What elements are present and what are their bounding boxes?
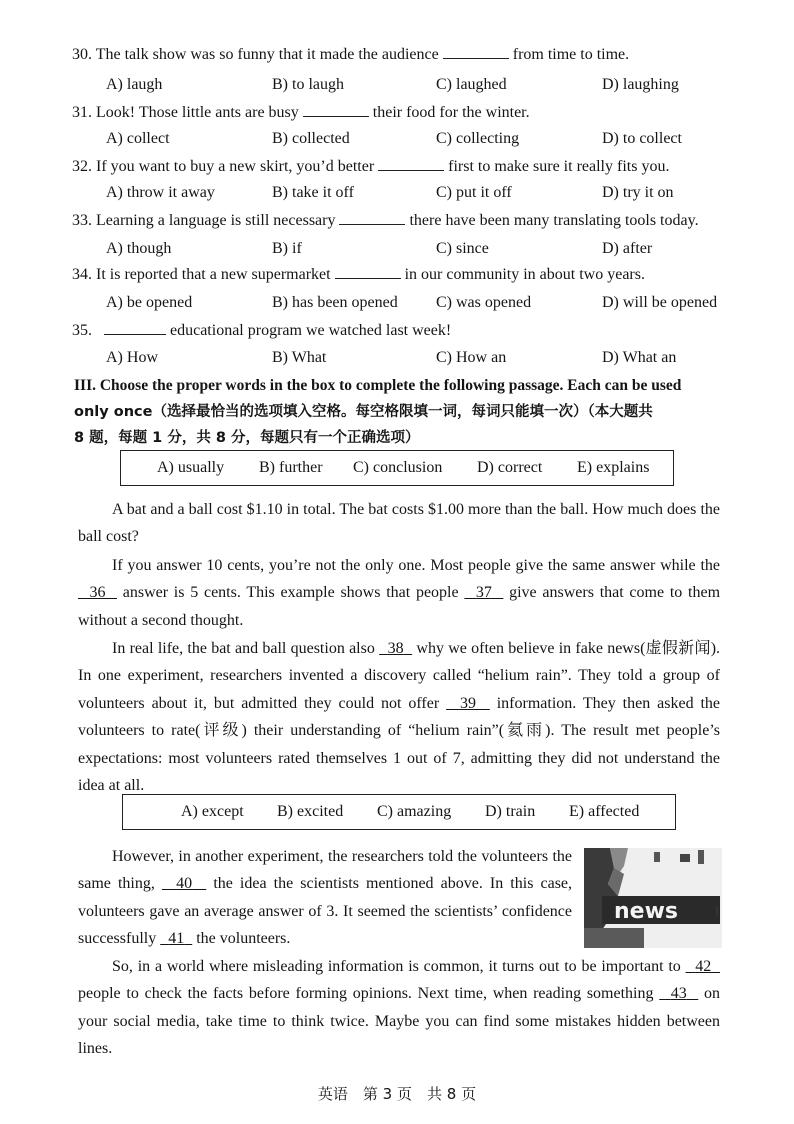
paragraph-text: If you answer 10 cents, you’re not the only one. Most people give the same answer while the (112, 556, 720, 574)
answer-blank[interactable] (104, 320, 166, 335)
question-35 (72, 320, 451, 340)
question-number: 34. (72, 266, 92, 283)
word-option: A) usually (157, 459, 225, 476)
section-heading (74, 373, 724, 451)
paragraph-text: people to check the facts before forming opinions. Next time, when reading something (78, 985, 654, 1003)
blank-39[interactable] (446, 695, 490, 712)
blank-number: 42 (695, 958, 712, 975)
option-a[interactable]: A) be opened (106, 294, 193, 311)
answer-blank[interactable] (335, 264, 401, 279)
question-31 (72, 102, 530, 122)
paragraph-text: the idea the scientists mentioned above. In this case, volunteers gave an average answer of 3. It seemed the scientists’ confidence successfully (78, 875, 573, 948)
word-option: B) excited (277, 803, 344, 820)
option-c[interactable]: C) was opened (436, 294, 532, 311)
option-c[interactable]: C) How an (436, 349, 507, 366)
paragraph-3 (78, 635, 720, 799)
option-b[interactable]: B) if (272, 240, 302, 257)
options-30 (0, 76, 794, 98)
word-option: A) except (181, 803, 244, 820)
blank-41[interactable] (160, 930, 192, 947)
question-text: first to make sure it really fits you. (448, 158, 670, 175)
question-text: educational program we watched last week! (170, 322, 452, 339)
question-number: 30. (72, 46, 92, 63)
options-35 (0, 349, 794, 371)
word-option: E) affected (569, 803, 640, 820)
question-30 (72, 44, 629, 64)
option-a[interactable]: A) throw it away (106, 184, 215, 201)
options-31 (0, 130, 794, 152)
question-text: their food for the winter. (372, 104, 530, 121)
option-c[interactable]: C) put it off (436, 184, 512, 201)
paragraph-text: why we often believe in fake news(虚假新闻). In one experiment, researchers invented a discovery called “helium rain”. They told a group of volunteers about it, but admitted they could not offer (78, 640, 721, 712)
option-c[interactable]: C) since (436, 240, 489, 257)
question-number: 35. (72, 322, 92, 339)
question-text: Learning a language is still necessary (96, 212, 336, 229)
question-34 (72, 264, 645, 284)
question-text: It is reported that a new supermarket (96, 266, 331, 283)
page-footer: 英语 第 3 页 共 8 页 (317, 1085, 477, 1103)
question-text: The talk show was so funny that it made the audience (95, 46, 439, 63)
option-a[interactable]: A) laugh (106, 76, 163, 93)
word-option: D) train (485, 803, 536, 820)
option-d[interactable]: D) after (602, 240, 653, 257)
question-text: there have been many translating tools today. (409, 212, 699, 229)
paragraph-text: So, in a world where misleading information is common, it turns out to be important to (112, 958, 681, 975)
heading-line: 8 题，每题 1 分，共 8 分，每题只有一个正确选项） (74, 430, 420, 446)
heading-line: only once（选择最恰当的选项填入空格。每空格限填一词，每词只能填一次）（本大题共 (74, 404, 653, 420)
paragraph-text: However, in another experiment, the researchers told the volunteers the same thing, (78, 848, 572, 893)
answer-blank[interactable] (378, 156, 444, 171)
question-number: 31. (72, 104, 92, 121)
blank-36[interactable] (78, 584, 117, 601)
blank-43[interactable] (659, 985, 698, 1002)
question-33 (72, 210, 699, 230)
option-b[interactable]: B) take it off (272, 184, 354, 201)
paragraph-4 (78, 843, 572, 953)
answer-blank[interactable] (303, 102, 369, 117)
paragraph-text: on your social media, take time to think twice. Maybe you can find some mistakes hidden between lines. (78, 985, 720, 1058)
word-option: C) conclusion (353, 459, 443, 476)
blank-number: 37 (475, 584, 492, 602)
question-text: Look! Those little ants are busy (96, 104, 299, 121)
blank-number: 41 (168, 930, 185, 948)
paragraph-text: In real life, the bat and ball question also (112, 640, 375, 658)
option-d[interactable]: D) try it on (602, 184, 674, 201)
word-option: E) explains (577, 459, 650, 476)
question-number: 32. (72, 158, 92, 175)
paragraph-5 (78, 953, 720, 1063)
option-d[interactable]: D) laughing (602, 76, 679, 93)
question-text: If you want to buy a new skirt, you’d better (96, 158, 375, 175)
face-news-icon (584, 848, 722, 948)
option-d[interactable]: D) What an (602, 349, 677, 366)
blank-40[interactable] (162, 875, 206, 892)
blank-number: 43 (670, 985, 687, 1003)
heading-line: III. Choose the proper words in the box to complete the following passage. Each can be used (74, 377, 682, 394)
answer-blank[interactable] (443, 44, 509, 59)
option-b[interactable]: B) has been opened (272, 294, 398, 311)
word-option: D) correct (477, 459, 543, 476)
blank-42[interactable] (686, 958, 720, 975)
option-b[interactable]: B) collected (272, 130, 350, 147)
paragraph-text: A bat and a ball cost $1.10 in total. The bat costs $1.00 more than the ball. How much does the ball cost? (78, 501, 720, 546)
blank-38[interactable] (379, 640, 412, 657)
option-c[interactable]: C) collecting (436, 130, 520, 147)
passage (78, 496, 720, 799)
option-c[interactable]: C) laughed (436, 76, 507, 93)
question-32 (72, 156, 669, 176)
word-option: C) amazing (377, 803, 452, 820)
options-32 (0, 184, 794, 206)
paragraph-2 (78, 552, 720, 634)
option-a[interactable]: A) though (106, 240, 172, 257)
paragraph-text: the volunteers. (196, 930, 291, 948)
paragraph-1 (78, 496, 720, 551)
word-box-1 (120, 450, 674, 486)
paragraph-text: information. They then asked the volunteers to rate(评级) their understanding of “helium rain”(氦雨). The result met people’s expectations: most volunteers rated themselves 1 out of 7, admitting they did not understand the idea at all. (78, 694, 721, 795)
options-33 (0, 240, 794, 262)
word-option: B) further (259, 459, 323, 476)
blank-37[interactable] (464, 584, 503, 601)
blank-number: 36 (89, 584, 106, 602)
paragraph-text: answer is 5 cents. This example shows that people (122, 584, 459, 602)
answer-blank[interactable] (339, 210, 405, 225)
question-text: from time to time. (512, 46, 630, 63)
word-box-2 (122, 794, 676, 830)
question-text: in our community in about two years. (404, 266, 645, 283)
option-a[interactable]: A) How (106, 349, 158, 366)
option-d[interactable]: D) to collect (602, 130, 682, 147)
paragraph-text: give answers that come to them without a second thought. (78, 584, 721, 629)
options-34 (0, 294, 794, 316)
option-d[interactable]: D) will be opened (602, 294, 718, 311)
news-illustration (584, 848, 722, 948)
option-b[interactable]: B) to laugh (272, 76, 344, 93)
question-number: 33. (72, 212, 92, 229)
news-text: news (614, 899, 679, 924)
option-b[interactable]: B) What (272, 349, 327, 366)
option-a[interactable]: A) collect (106, 130, 170, 147)
blank-number: 39 (459, 694, 476, 712)
blank-number: 40 (176, 875, 193, 893)
blank-number: 38 (387, 640, 404, 658)
